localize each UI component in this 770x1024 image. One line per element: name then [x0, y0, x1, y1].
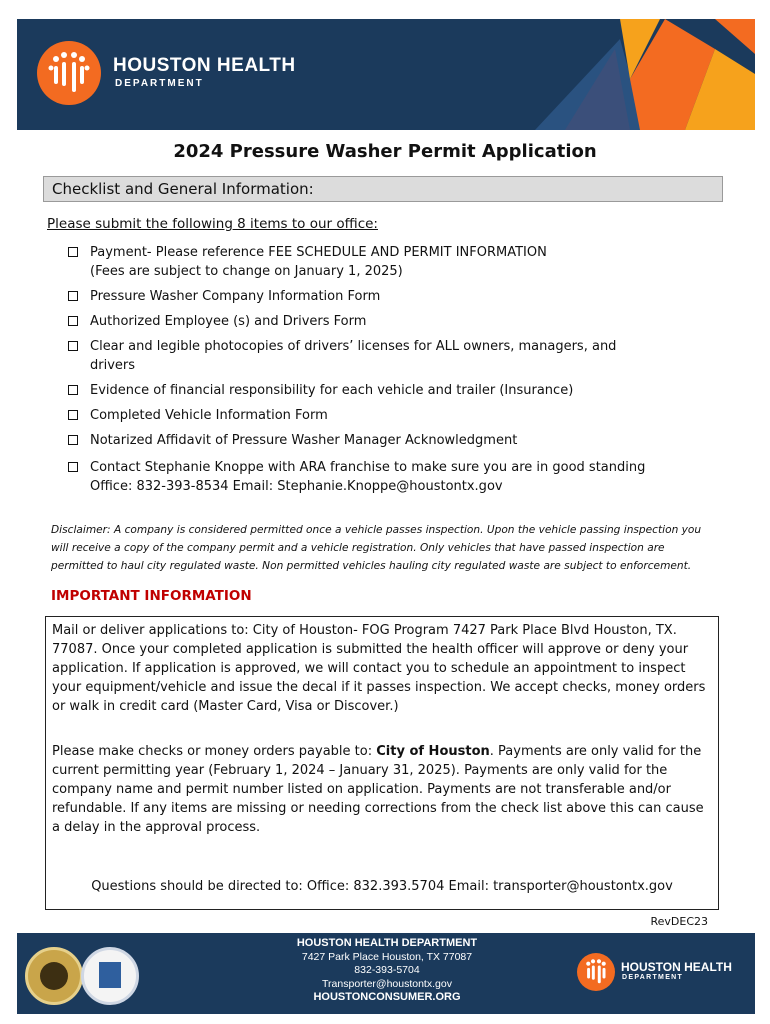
city-seal-icon — [25, 947, 83, 1005]
footer-logo-subtitle: DEPARTMENT — [622, 974, 684, 981]
footer-website[interactable]: HOUSTONCONSUMER.ORG — [313, 991, 461, 1003]
checklist-item: Notarized Affidavit of Pressure Washer Manager Acknowledgment — [68, 431, 688, 450]
revision-label: RevDEC23 — [650, 915, 708, 928]
checkbox-icon[interactable] — [68, 341, 78, 351]
checklist-item: Evidence of financial responsibility for each vehicle and trailer (Insurance) — [68, 381, 688, 400]
footer-logo-icon — [577, 953, 615, 991]
accreditation-seal-icon — [81, 947, 139, 1005]
important-info-box — [45, 616, 719, 910]
section-header: Checklist and General Information: — [43, 176, 723, 202]
checklist-item: Contact Stephanie Knoppe with ARA franchise to make sure you are in good standing Office: 832-393-8534 Email: Stephanie.Knoppe@houstontx.gov — [68, 458, 688, 496]
footer-phone: 832-393-5704 — [354, 964, 420, 976]
checkbox-icon[interactable] — [68, 316, 78, 326]
checkbox-icon[interactable] — [68, 247, 78, 257]
header-banner — [17, 19, 755, 130]
checklist-item: Payment- Please reference FEE SCHEDULE AND PERMIT INFORMATION (Fees are subject to change on January 1, 2025) — [68, 243, 688, 281]
mailing-paragraph: Mail or deliver applications to: City of Houston- FOG Program 7427 Park Place Blvd Houston, TX. 77087. Once your completed application is submitted the health officer will approve or deny your application. If application is approved, we will contact you to schedule an appointment to inspect your equipment/vehicle and issue the decal if it passes inspection. We accept checks, money orders or walk in credit card (Master Card, Visa or Discover.) — [52, 623, 706, 714]
geometric-decoration-icon — [415, 19, 755, 130]
disclaimer-text: Disclaimer: A company is considered permitted once a vehicle passes inspection. Upon the vehicle passing inspection you will receive a copy of the company permit and a vehicle registration. Only vehicles that have passed inspection are permitted to haul city regulated waste. Non permitted vehicles hauling city regulated waste are subject to enforcement. — [51, 524, 702, 572]
footer-contact — [227, 937, 547, 1005]
payee-name: City of Houston — [376, 744, 490, 759]
checkbox-icon[interactable] — [68, 291, 78, 301]
footer-banner — [17, 933, 755, 1014]
footer-org: HOUSTON HEALTH DEPARTMENT — [296, 937, 478, 949]
important-heading: IMPORTANT INFORMATION — [51, 588, 252, 604]
questions-contact: Questions should be directed to: Office: 832.393.5704 Email: transporter@houstontx.gov — [91, 879, 673, 894]
logo-title: HOUSTON HEALTH — [113, 55, 296, 76]
houston-health-logo-icon — [37, 41, 101, 105]
checkbox-icon[interactable] — [68, 385, 78, 395]
checklist-item: Authorized Employee (s) and Drivers Form — [68, 312, 688, 331]
payment-paragraph: Please make checks or money orders payable to: City of Houston. Payments are only valid for the current permitting year (February 1, 2024 – January 31, 2025). Payments are only valid for the company name and permit number listed on application. Payments are not transferable and/or refundable. If any items are missing or needing corrections from the check list above this can cause a delay in the approval process. — [52, 744, 704, 835]
footer-address: 7427 Park Place Houston, TX 77087 — [301, 950, 473, 963]
page-title: 2024 Pressure Washer Permit Application — [173, 141, 597, 162]
checkbox-icon[interactable] — [68, 410, 78, 420]
checklist-item: Pressure Washer Company Information Form — [68, 287, 688, 306]
logo-subtitle: DEPARTMENT — [115, 78, 204, 89]
footer-logo-title: HOUSTON HEALTH — [621, 960, 732, 974]
checkbox-icon[interactable] — [68, 435, 78, 445]
checklist-item: Completed Vehicle Information Form — [68, 406, 688, 425]
checklist-intro: Please submit the following 8 items to our office: — [47, 216, 378, 232]
checklist-item: Clear and legible photocopies of drivers’ licenses for ALL owners, managers, and drivers — [68, 337, 688, 375]
checklist — [68, 243, 688, 496]
footer-email[interactable]: Transporter@houstontx.gov — [322, 977, 452, 990]
checkbox-icon[interactable] — [68, 462, 78, 472]
